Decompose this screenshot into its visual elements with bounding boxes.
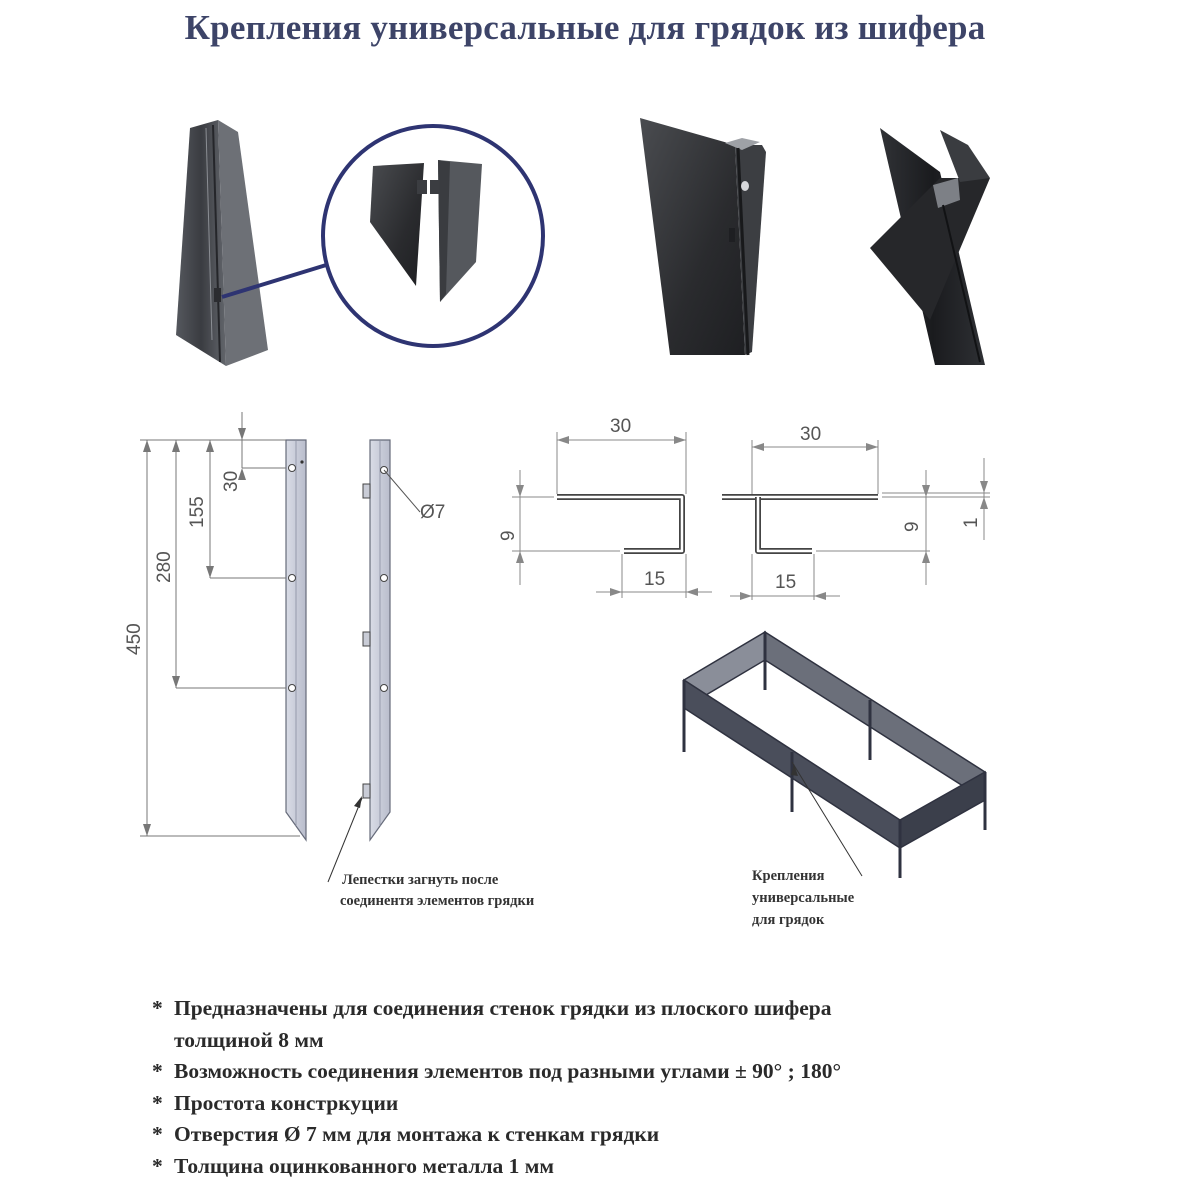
bullet-star: * (152, 1153, 163, 1178)
profile-left-height: 9 (498, 530, 519, 541)
profile-right-drawing (722, 424, 990, 600)
petal-note-line-1: Лепестки загнуть после (342, 872, 499, 888)
stake-side-drawing (124, 412, 306, 840)
profile-right-thickness: 1 (961, 517, 982, 528)
stake-front-drawing (328, 440, 445, 882)
feature-text: Толщина оцинкованного металла 1 мм (174, 1153, 555, 1178)
dim-155: 155 (187, 496, 208, 528)
stake-photo-front (176, 120, 268, 366)
profile-right-bottom: 15 (775, 572, 797, 593)
feature-list (152, 993, 1152, 1182)
feature-text: толщиной 8 мм (174, 1027, 324, 1052)
feature-item (152, 1119, 1152, 1151)
bullet-star: * (152, 996, 163, 1020)
feature-text: Возможность соединения элементов под разными углами ± 90° ; 180° (174, 1059, 842, 1083)
dim-30: 30 (221, 470, 242, 492)
feature-item (152, 1088, 1152, 1120)
hole-diameter-label: Ø7 (420, 502, 446, 523)
profile-left-drawing (498, 416, 712, 598)
zoom-detail-circle (323, 126, 543, 346)
feature-text: Отверстия Ø 7 мм для монтажа к стенкам грядки (174, 1122, 660, 1146)
dim-450: 450 (124, 623, 145, 655)
stake-photo-angle (870, 128, 990, 365)
dim-280: 280 (154, 551, 175, 583)
bed-note-line-2: универсальные (752, 890, 855, 906)
garden-bed-drawing (684, 632, 985, 878)
stake-photo-channel (640, 118, 766, 355)
bed-note-line-3: для грядок (752, 912, 825, 928)
feature-text: Предназначены для соединения стенок грядки из плоского шифера (174, 996, 832, 1020)
profile-left-bottom: 15 (644, 569, 666, 590)
bullet-star: * (152, 1059, 163, 1083)
profile-left-width: 30 (610, 416, 632, 437)
feature-item (152, 1151, 1152, 1183)
feature-item (152, 1056, 1152, 1088)
feature-item (152, 993, 1152, 1056)
petal-note-line-2: соединентя элементов грядки (340, 893, 535, 909)
page-title: Крепления универсальные для грядок из шифера (184, 8, 986, 47)
profile-right-width: 30 (800, 424, 822, 445)
profile-right-height: 9 (902, 521, 923, 532)
bullet-star: * (152, 1090, 163, 1115)
feature-text: Простота констркуции (174, 1090, 399, 1115)
bullet-star: * (152, 1122, 163, 1146)
bed-note-line-1: Крепления (752, 868, 825, 884)
